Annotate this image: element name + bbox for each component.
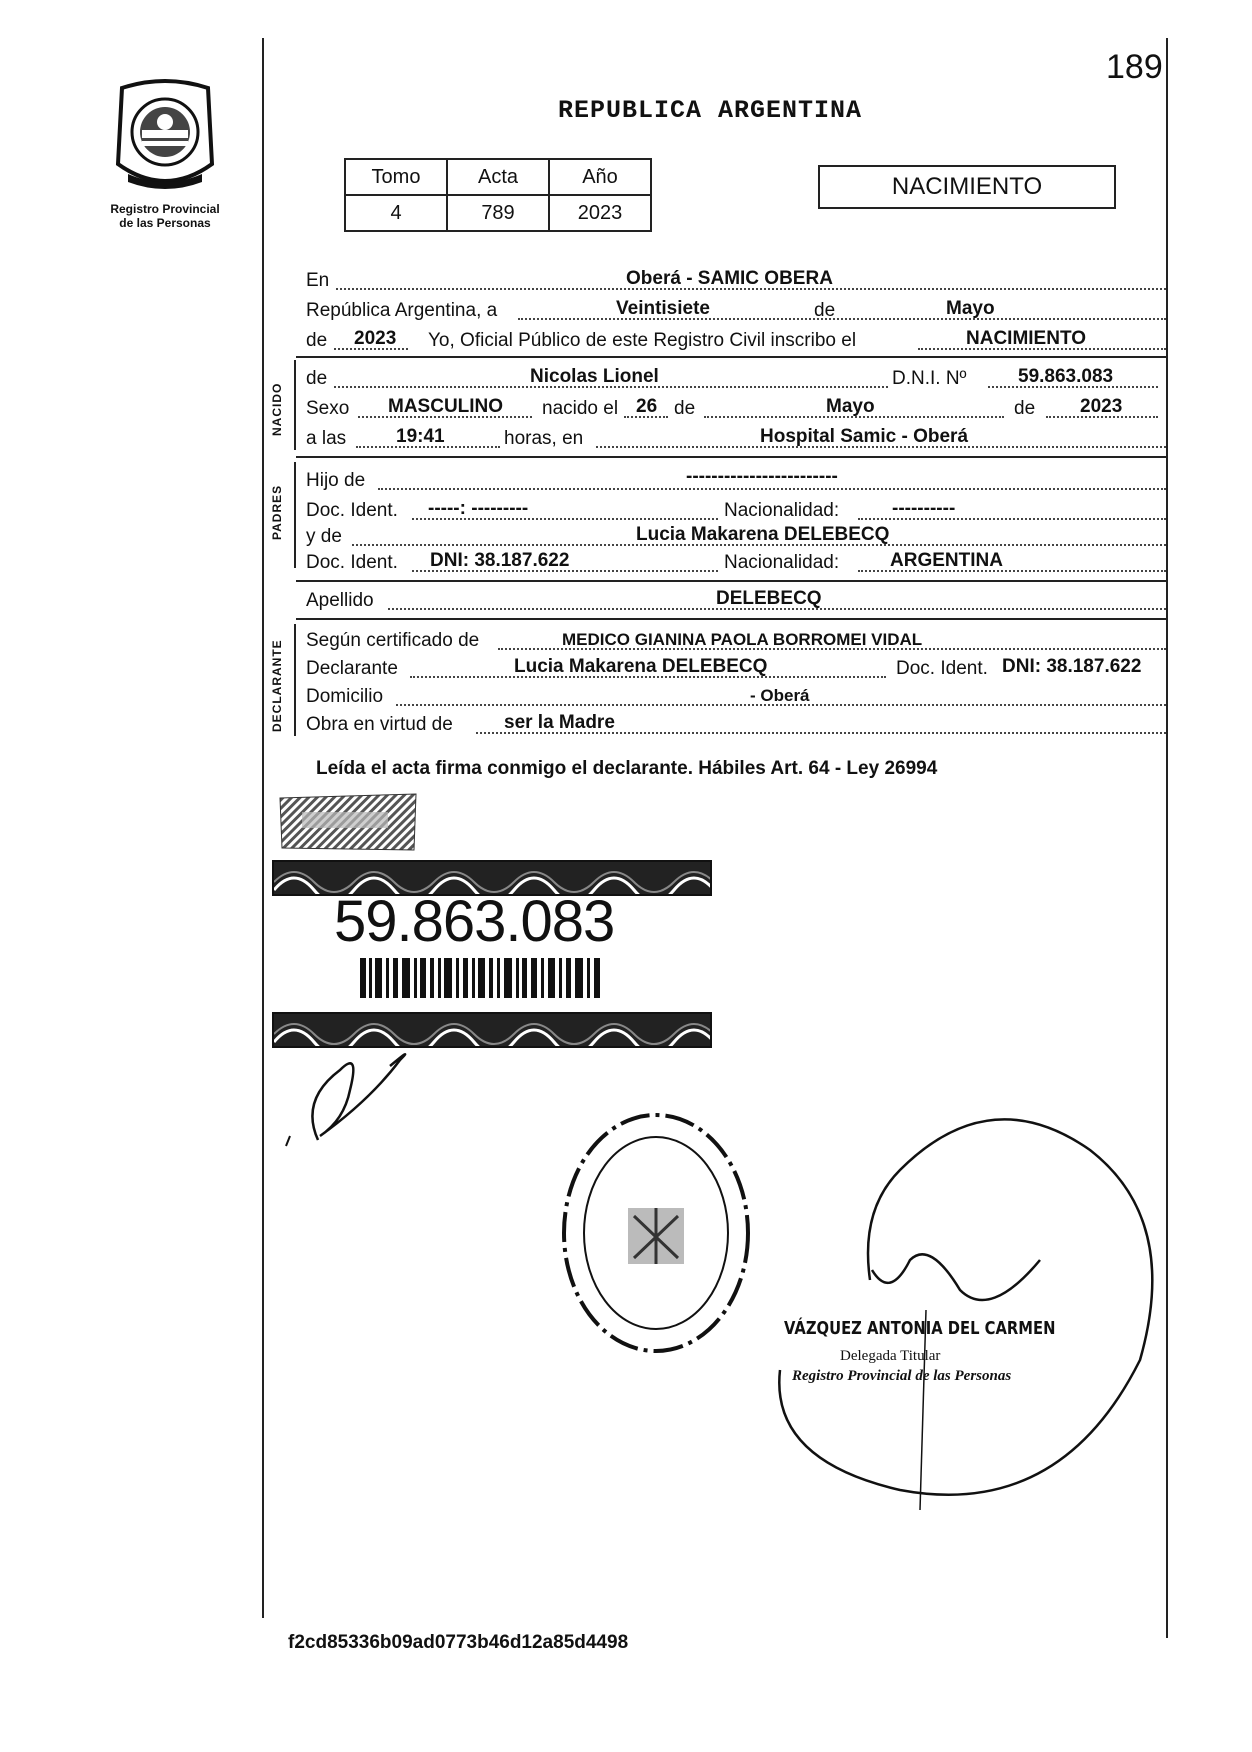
republica-label: República Argentina, a [306,300,498,321]
dni-label: D.N.I. Nº [892,368,967,389]
virtud-value: ser la Madre [504,712,615,733]
sexo-label: Sexo [306,398,350,419]
sexo-value: MASCULINO [388,396,504,417]
anio-value: 2023 [549,195,651,231]
certificado-value: MEDICO GIANINA PAOLA BORROMEI VIDAL [562,630,923,649]
certificado-label: Según certificado de [306,630,480,651]
acta-header: Acta [447,159,549,195]
row-virtud [306,708,1166,738]
doc2-value: DNI: 38.187.622 [430,550,570,571]
logo-caption-line2: de las Personas [119,216,211,230]
declarante-value: Lucia Makarena DELEBECQ [514,656,768,677]
de-label: de [814,300,836,321]
row-sexo [306,392,1166,422]
anio-texto-value: 2023 [354,328,397,349]
doc2-label: Doc. Ident. [306,552,398,573]
page-number: 189 [1106,48,1163,86]
horas-en-label: horas, en [504,428,584,449]
row-apellido [306,584,1166,614]
domicilio-label: Domicilio [306,686,384,707]
row-padre [306,464,1166,494]
nacido-mes-value: Mayo [826,396,875,417]
row-nombre [306,362,1166,392]
domicilio-value: - Oberá [750,686,810,705]
declarante-section-label: DECLARANTE [270,639,284,732]
madre-value: Lucia Makarena DELEBECQ [636,524,890,545]
doc1-label: Doc. Ident. [306,500,398,521]
padres-section-label: PADRES [270,484,284,540]
nacido-section-label: NACIDO [270,382,284,436]
nac1-value: ---------- [892,498,956,519]
closing-statement: Leída el acta firma conmigo el declarante. Hábiles Art. 64 - Ley 26994 [316,758,938,779]
document-title: REPUBLICA ARGENTINA [557,96,863,125]
mes-value: Mayo [946,298,995,319]
nacido-de-label3: de [1014,398,1036,419]
a-las-label: a las [306,428,347,449]
official-seal-icon [556,1108,756,1358]
document-hash: f2cd85336b09ad0773b46d12a85d4498 [288,1632,629,1653]
nacido-de-label: de [306,368,328,389]
row-domicilio [306,680,1166,710]
de-year-label: de [306,330,328,351]
row-lugar [306,264,1166,294]
official-name: VÁZQUEZ ANTONIA DEL CARMEN [784,1318,1056,1339]
registry-header-row [345,159,651,195]
nac1-label: Nacionalidad: [724,500,840,521]
nacido-de-label2: de [674,398,696,419]
row-fecha [306,294,1166,324]
dni-value: 59.863.083 [1018,366,1114,387]
dia-texto-value: Veintisiete [616,298,710,319]
decl-doc-label: Doc. Ident. [896,658,988,679]
tipo-value: NACIMIENTO [966,328,1086,349]
declarant-signature [280,1040,420,1150]
declarante-label: Declarante [306,658,398,679]
official-signature [760,1060,1160,1510]
dia-value: 26 [636,396,658,417]
registry-table [344,158,652,232]
barcode-icon [360,958,600,998]
logo-caption [96,202,234,230]
lugar-value: Oberá - SAMIC OBERA [626,268,833,289]
apellido-label: Apellido [306,590,374,611]
official-role: Delegada Titular [840,1348,941,1364]
apellido-value: DELEBECQ [716,588,822,609]
nacido-lugar-value: Hospital Samic - Oberá [760,426,969,447]
logo-caption-line1: Registro Provincial [110,202,220,216]
acta-value: 789 [447,195,549,231]
official-registry: Registro Provincial de las Personas [792,1368,1012,1384]
right-margin-line [1166,38,1168,1638]
tomo-value: 4 [345,195,447,231]
oficial-text: Yo, Oficial Público de este Registro Civil inscribo el [428,330,857,351]
row-doc-madre [306,546,1166,576]
record-type-box: NACIMIENTO [818,165,1116,209]
nacido-el-label: nacido el [542,398,619,419]
nombre-value: Nicolas Lionel [530,366,659,387]
y-de-label: y de [306,526,342,547]
padre-value: ------------------------ [686,466,838,487]
virtud-label: Obra en virtud de [306,714,453,735]
misiones-emblem-icon [108,78,222,198]
tomo-header: Tomo [345,159,447,195]
en-label: En [306,270,330,291]
row-oficial [306,324,1166,354]
row-declarante [306,652,1166,682]
nacido-anio-value: 2023 [1080,396,1123,417]
nac2-value: ARGENTINA [890,550,1003,571]
hora-value: 19:41 [396,426,445,447]
row-certificado [306,624,1166,654]
left-margin-line [262,38,264,1618]
anio-header: Año [549,159,651,195]
sticker-dni-number: 59.863.083 [334,889,615,954]
doc1-value: -----: --------- [428,498,529,519]
row-hora [306,422,1166,452]
decl-doc-value: DNI: 38.187.622 [1002,656,1142,677]
small-stamp-icon [278,792,418,852]
registry-value-row [345,195,651,231]
nac2-label: Nacionalidad: [724,552,840,573]
hijo-de-label: Hijo de [306,470,366,491]
